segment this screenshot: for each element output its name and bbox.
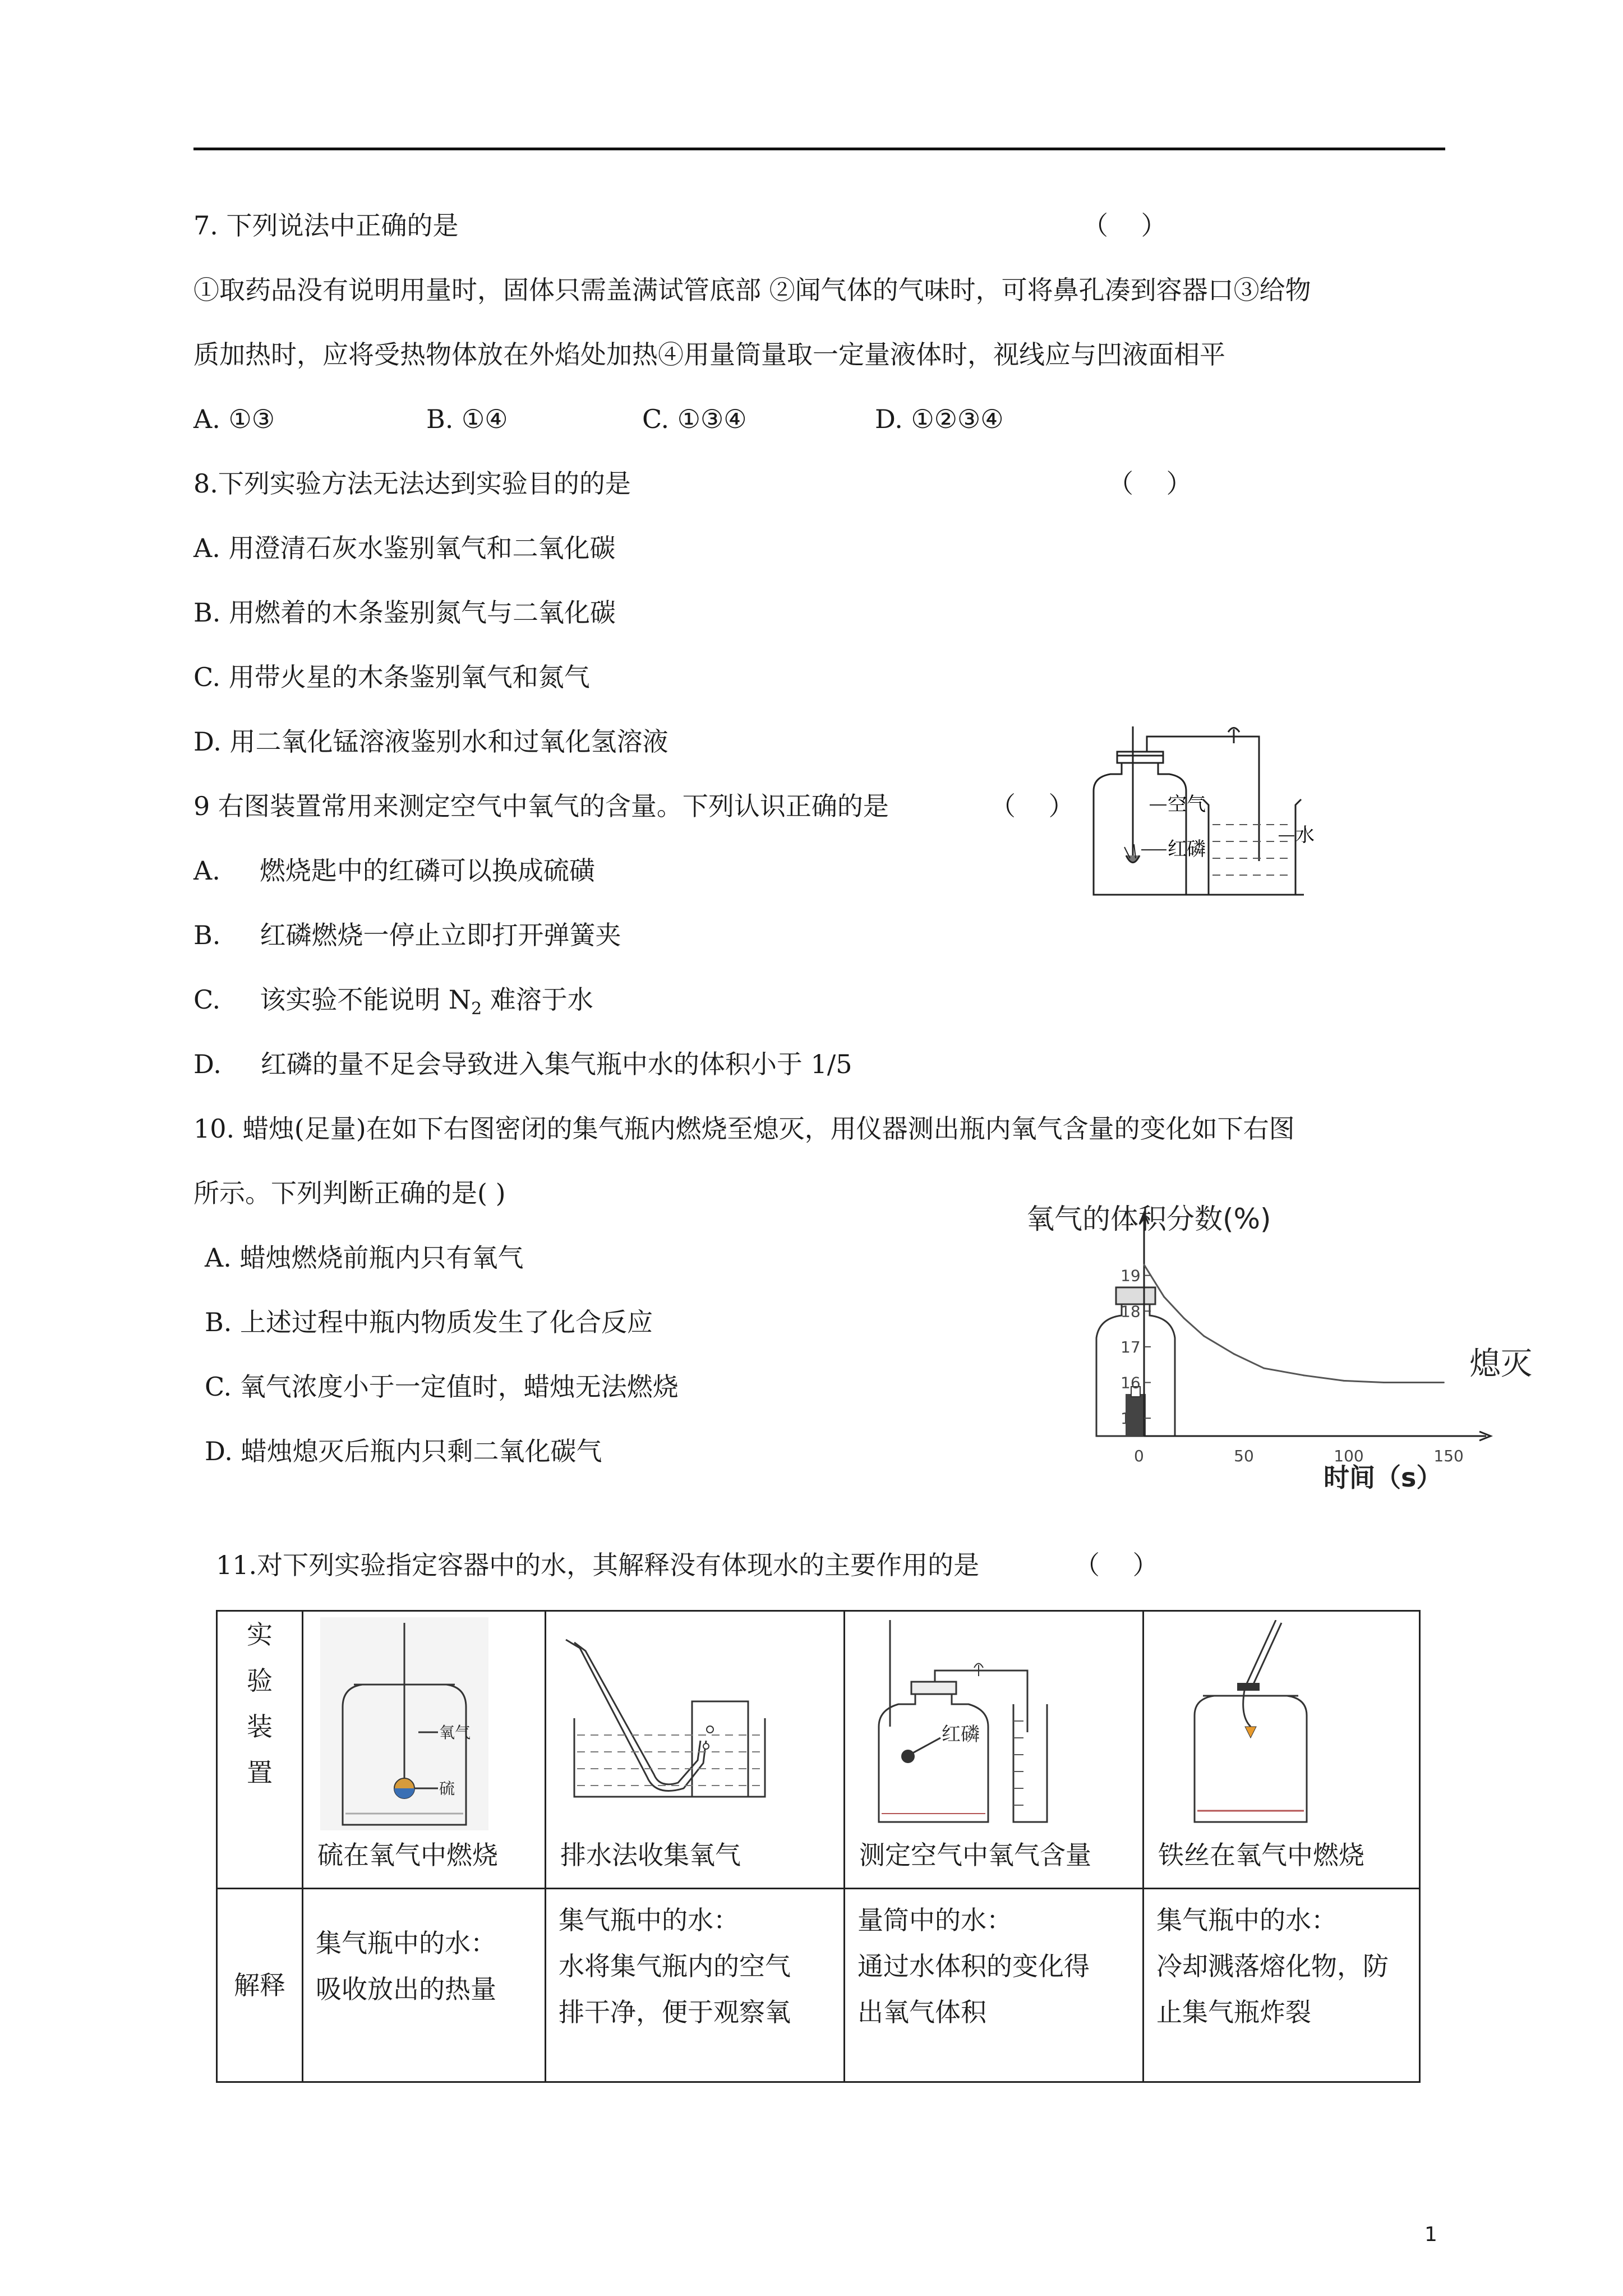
- chart-ylabel: 氧气的体积分数(%): [1026, 1203, 1271, 1235]
- caption-water-displacement: 排水法收集氧气: [560, 1840, 741, 1870]
- y-tick-label: 18: [1121, 1302, 1141, 1321]
- data-point: [1233, 1353, 1235, 1355]
- x-tick-label: 100: [1334, 1447, 1364, 1465]
- y-tick-label: 17: [1121, 1337, 1141, 1356]
- q7-option-c: C. ①③④: [642, 404, 747, 434]
- chart-xlabel: 时间（s）: [1324, 1462, 1442, 1493]
- svg-text:红磷: 红磷: [942, 1723, 980, 1746]
- q7-statement-line1: ①取药品没有说明用量时，固体只需盖满试管底部 ②闻气体的气味时，可将鼻孔凑到容器口③给物: [193, 275, 1311, 305]
- explanation-water-displacement: 集气瓶中的水： 水将集气瓶内的空气 排干净，便于观察氧: [546, 1889, 845, 2082]
- q11-answer-paren: （ ）: [1074, 1550, 1159, 1580]
- q10-stem-line2: 所示。下列判断正确的是( ): [193, 1178, 506, 1208]
- q8-option-a: A. 用澄清石灰水鉴别氧气和二氧化碳: [193, 533, 616, 563]
- q11-stem: 11.对下列实验指定容器中的水，其解释没有体现水的主要作用的是: [216, 1550, 980, 1580]
- page-number: 1: [1424, 2223, 1437, 2246]
- data-point: [1183, 1318, 1185, 1319]
- q8-option-d: D. 用二氧化锰溶液鉴别水和过氧化氢溶液: [193, 726, 668, 757]
- q10-option-d: D. 蜡烛熄灭后瓶内只剩二氧化碳气: [205, 1436, 602, 1466]
- q9-option-a: A. 燃烧匙中的红磷可以换成硫磺: [193, 855, 595, 886]
- q8-option-c: C. 用带火星的木条鉴别氧气和氮气: [193, 662, 590, 692]
- data-point: [1343, 1380, 1345, 1382]
- chart-annotation: 熄灭: [1469, 1346, 1532, 1382]
- data-point: [1443, 1382, 1445, 1383]
- caption-sulfur: 硫在氧气中燃烧: [317, 1840, 498, 1870]
- q7-option-a: A. ①③: [193, 404, 275, 434]
- label-air: 空气: [1168, 793, 1206, 816]
- q7-option-d: D. ①②③④: [875, 404, 1004, 434]
- q10-option-c: C. 氧气浓度小于一定值时，蜡烛无法燃烧: [205, 1372, 679, 1402]
- row-header-explanation: 解释: [217, 1889, 303, 2082]
- y-tick-label: 19: [1121, 1266, 1141, 1285]
- data-point: [1383, 1382, 1385, 1383]
- apparatus-sulfur: [303, 1611, 546, 1889]
- q9-option-b: B. 红磷燃烧一停止立即打开弹簧夹: [193, 920, 621, 950]
- q9-answer-paren: （ ）: [990, 791, 1075, 821]
- apparatus-water-displacement: [546, 1611, 845, 1889]
- apparatus-iron-wire: [1144, 1611, 1420, 1889]
- x-tick-label: 150: [1433, 1447, 1464, 1465]
- label-red-phosphorus: 红磷: [1168, 838, 1206, 861]
- q10-option-a: A. 蜡烛燃烧前瓶内只有氧气: [205, 1243, 524, 1273]
- label-water: 水: [1295, 824, 1315, 846]
- q10-option-b: B. 上述过程中瓶内物质发生了化合反应: [205, 1307, 653, 1337]
- q7-stem: 7. 下列说法中正确的是: [193, 210, 459, 241]
- table-row: [217, 1611, 1420, 1889]
- y-tick-label: 16: [1121, 1373, 1141, 1392]
- row-header-apparatus: 实 验 装 置: [217, 1611, 303, 1889]
- q8-option-b: B. 用燃着的木条鉴别氮气与二氧化碳: [193, 597, 616, 628]
- q9-option-d: D. 红磷的量不足会导致进入集气瓶中水的体积小于 1/5: [193, 1049, 852, 1079]
- q9-apparatus-figure: [1082, 721, 1329, 906]
- q8-stem: 8.下列实验方法无法达到实验目的的是: [193, 468, 631, 499]
- q10-oxygen-chart: [1021, 1195, 1559, 1509]
- q11-table: [216, 1610, 1421, 2083]
- caption-iron-wire: 铁丝在氧气中燃烧: [1158, 1840, 1364, 1870]
- q9-stem: 9 右图装置常用来测定空气中氧气的含量。下列认识正确的是: [193, 791, 889, 821]
- explanation-sulfur: 集气瓶中的水： 吸收放出的热量: [303, 1889, 546, 2082]
- data-point: [1303, 1374, 1305, 1376]
- explanation-oxygen-content: 量筒中的水： 通过水体积的变化得 出氧气体积: [845, 1889, 1144, 2082]
- table-row: [217, 1889, 1420, 2082]
- data-point: [1203, 1335, 1205, 1337]
- q9-option-c: C. 该实验不能说明 $N_2$ 难溶于水: [193, 984, 593, 1019]
- q7-option-b: B. ①④: [426, 404, 508, 434]
- svg-text:硫: 硫: [439, 1779, 455, 1798]
- header-rule: [193, 148, 1445, 150]
- data-point: [1263, 1368, 1265, 1369]
- y-tick-label: 15: [1121, 1409, 1141, 1428]
- explanation-iron-wire: 集气瓶中的水： 冷却溅落熔化物，防 止集气瓶炸裂: [1144, 1889, 1420, 2082]
- series-line-oxygen: [1144, 1265, 1444, 1383]
- q10-stem-line1: 10. 蜡烛(足量)在如下右图密闭的集气瓶内燃烧至熄灭，用仪器测出瓶内氧气含量的变化如下右图: [193, 1114, 1295, 1144]
- q8-answer-paren: （ ）: [1108, 468, 1192, 499]
- caption-oxygen-content: 测定空气中氧气含量: [859, 1840, 1091, 1870]
- data-point: [1163, 1296, 1165, 1297]
- x-tick-label: 50: [1234, 1447, 1254, 1465]
- q7-answer-paren: （ ）: [1082, 210, 1167, 241]
- data-point: [1144, 1264, 1145, 1266]
- apparatus-oxygen-content: [845, 1611, 1144, 1889]
- x-tick-label: 0: [1134, 1447, 1144, 1465]
- svg-text:氧气: 氧气: [439, 1723, 471, 1742]
- q7-statement-line2: 质加热时，应将受热物体放在外焰处加热④用量筒量取一定量液体时，视线应与凹液面相平: [193, 339, 1225, 370]
